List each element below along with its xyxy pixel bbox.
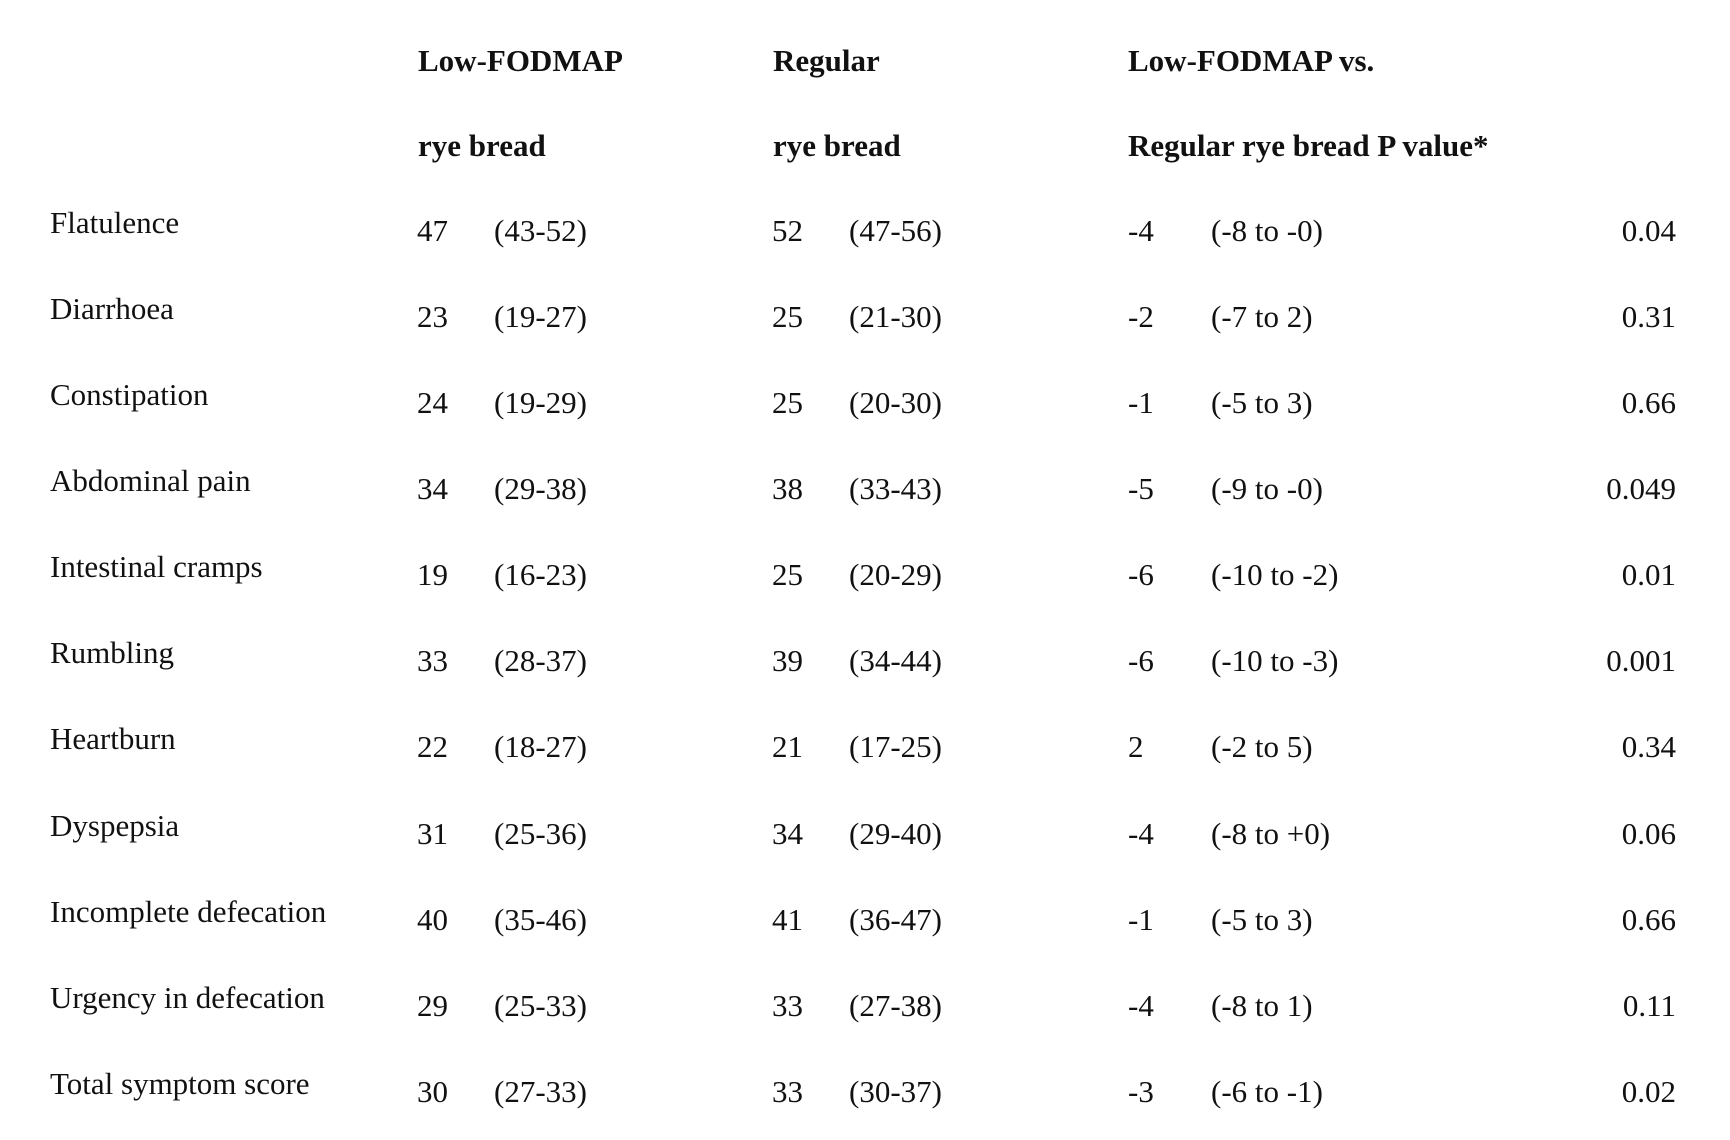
difference-ci: (-5 to 3) [1211, 902, 1313, 937]
p-value: 0.001 [1606, 643, 1676, 678]
difference-value: -2 [1128, 299, 1154, 334]
difference-ci: (-8 to -0) [1211, 213, 1323, 248]
difference-ci: (-10 to -3) [1211, 643, 1339, 678]
difference-value: 2 [1128, 729, 1144, 764]
low-fodmap-value: 23 [417, 299, 448, 334]
difference-ci: (-8 to +0) [1211, 816, 1331, 851]
low-fodmap-ci: (19-27) [494, 299, 587, 334]
regular-ci: (47-56) [849, 213, 942, 248]
regular-value: 25 [772, 299, 803, 334]
regular-ci: (34-44) [849, 643, 942, 678]
row-label: Heartburn [50, 721, 176, 756]
header-regular-line1: Regular [773, 43, 880, 78]
row-label: Intestinal cramps [50, 549, 263, 584]
regular-ci: (17-25) [849, 729, 942, 764]
low-fodmap-ci: (18-27) [494, 729, 587, 764]
low-fodmap-ci: (19-29) [494, 385, 587, 420]
difference-value: -1 [1128, 385, 1154, 420]
regular-value: 39 [772, 643, 803, 678]
row-label: Rumbling [50, 635, 175, 670]
regular-ci: (36-47) [849, 902, 942, 937]
difference-value: -6 [1128, 643, 1154, 678]
low-fodmap-ci: (16-23) [494, 557, 587, 592]
row-label: Abdominal pain [50, 463, 251, 498]
row-label: Incomplete defecation [50, 894, 327, 929]
low-fodmap-ci: (43-52) [494, 213, 587, 248]
low-fodmap-ci: (35-46) [494, 902, 587, 937]
regular-ci: (21-30) [849, 299, 942, 334]
header-low-fodmap-line2: rye bread [418, 128, 546, 163]
low-fodmap-ci: (28-37) [494, 643, 587, 678]
difference-ci: (-5 to 3) [1211, 385, 1313, 420]
low-fodmap-value: 47 [417, 213, 448, 248]
header-comparison-line2: Regular rye bread P value* [1128, 128, 1489, 163]
row-label: Diarrhoea [50, 291, 174, 326]
difference-value: -4 [1128, 988, 1154, 1023]
header-regular-line2: rye bread [773, 128, 901, 163]
regular-value: 33 [772, 988, 803, 1023]
regular-ci: (30-37) [849, 1074, 942, 1109]
low-fodmap-value: 19 [417, 557, 448, 592]
low-fodmap-value: 24 [417, 385, 448, 420]
regular-ci: (27-38) [849, 988, 942, 1023]
row-label: Urgency in defecation [50, 980, 325, 1015]
regular-value: 21 [772, 729, 803, 764]
p-value: 0.31 [1621, 299, 1676, 334]
difference-value: -6 [1128, 557, 1154, 592]
difference-ci: (-6 to -1) [1211, 1074, 1323, 1109]
low-fodmap-value: 40 [417, 902, 448, 937]
regular-value: 38 [772, 471, 803, 506]
header-comparison-line1: Low-FODMAP vs. [1128, 43, 1375, 78]
regular-value: 25 [772, 385, 803, 420]
difference-ci: (-8 to 1) [1211, 988, 1313, 1023]
low-fodmap-value: 33 [417, 643, 448, 678]
p-value: 0.66 [1621, 385, 1676, 420]
difference-value: -5 [1128, 471, 1154, 506]
p-value: 0.06 [1621, 816, 1676, 851]
regular-ci: (20-29) [849, 557, 942, 592]
regular-value: 33 [772, 1074, 803, 1109]
regular-value: 52 [772, 213, 803, 248]
p-value: 0.02 [1621, 1074, 1676, 1109]
low-fodmap-value: 31 [417, 816, 448, 851]
regular-ci: (20-30) [849, 385, 942, 420]
regular-value: 34 [772, 816, 803, 851]
regular-ci: (29-40) [849, 816, 942, 851]
low-fodmap-ci: (27-33) [494, 1074, 587, 1109]
difference-value: -4 [1128, 816, 1154, 851]
difference-ci: (-10 to -2) [1211, 557, 1339, 592]
p-value: 0.66 [1621, 902, 1676, 937]
regular-ci: (33-43) [849, 471, 942, 506]
difference-value: -4 [1128, 213, 1154, 248]
difference-ci: (-9 to -0) [1211, 471, 1323, 506]
p-value: 0.04 [1621, 213, 1676, 248]
row-label: Dyspepsia [50, 808, 180, 843]
low-fodmap-ci: (25-36) [494, 816, 587, 851]
difference-value: -3 [1128, 1074, 1154, 1109]
low-fodmap-value: 29 [417, 988, 448, 1023]
low-fodmap-value: 30 [417, 1074, 448, 1109]
regular-value: 25 [772, 557, 803, 592]
header-low-fodmap-line1: Low-FODMAP [418, 43, 623, 78]
low-fodmap-ci: (29-38) [494, 471, 587, 506]
row-label: Flatulence [50, 205, 180, 240]
difference-ci: (-7 to 2) [1211, 299, 1313, 334]
row-label: Total symptom score [50, 1066, 310, 1101]
p-value: 0.11 [1622, 988, 1676, 1023]
row-label: Constipation [50, 377, 209, 412]
low-fodmap-value: 22 [417, 729, 448, 764]
p-value: 0.34 [1621, 729, 1676, 764]
low-fodmap-ci: (25-33) [494, 988, 587, 1023]
low-fodmap-value: 34 [417, 471, 448, 506]
regular-value: 41 [772, 902, 803, 937]
difference-ci: (-2 to 5) [1211, 729, 1313, 764]
difference-value: -1 [1128, 902, 1154, 937]
p-value: 0.049 [1606, 471, 1676, 506]
p-value: 0.01 [1621, 557, 1676, 592]
